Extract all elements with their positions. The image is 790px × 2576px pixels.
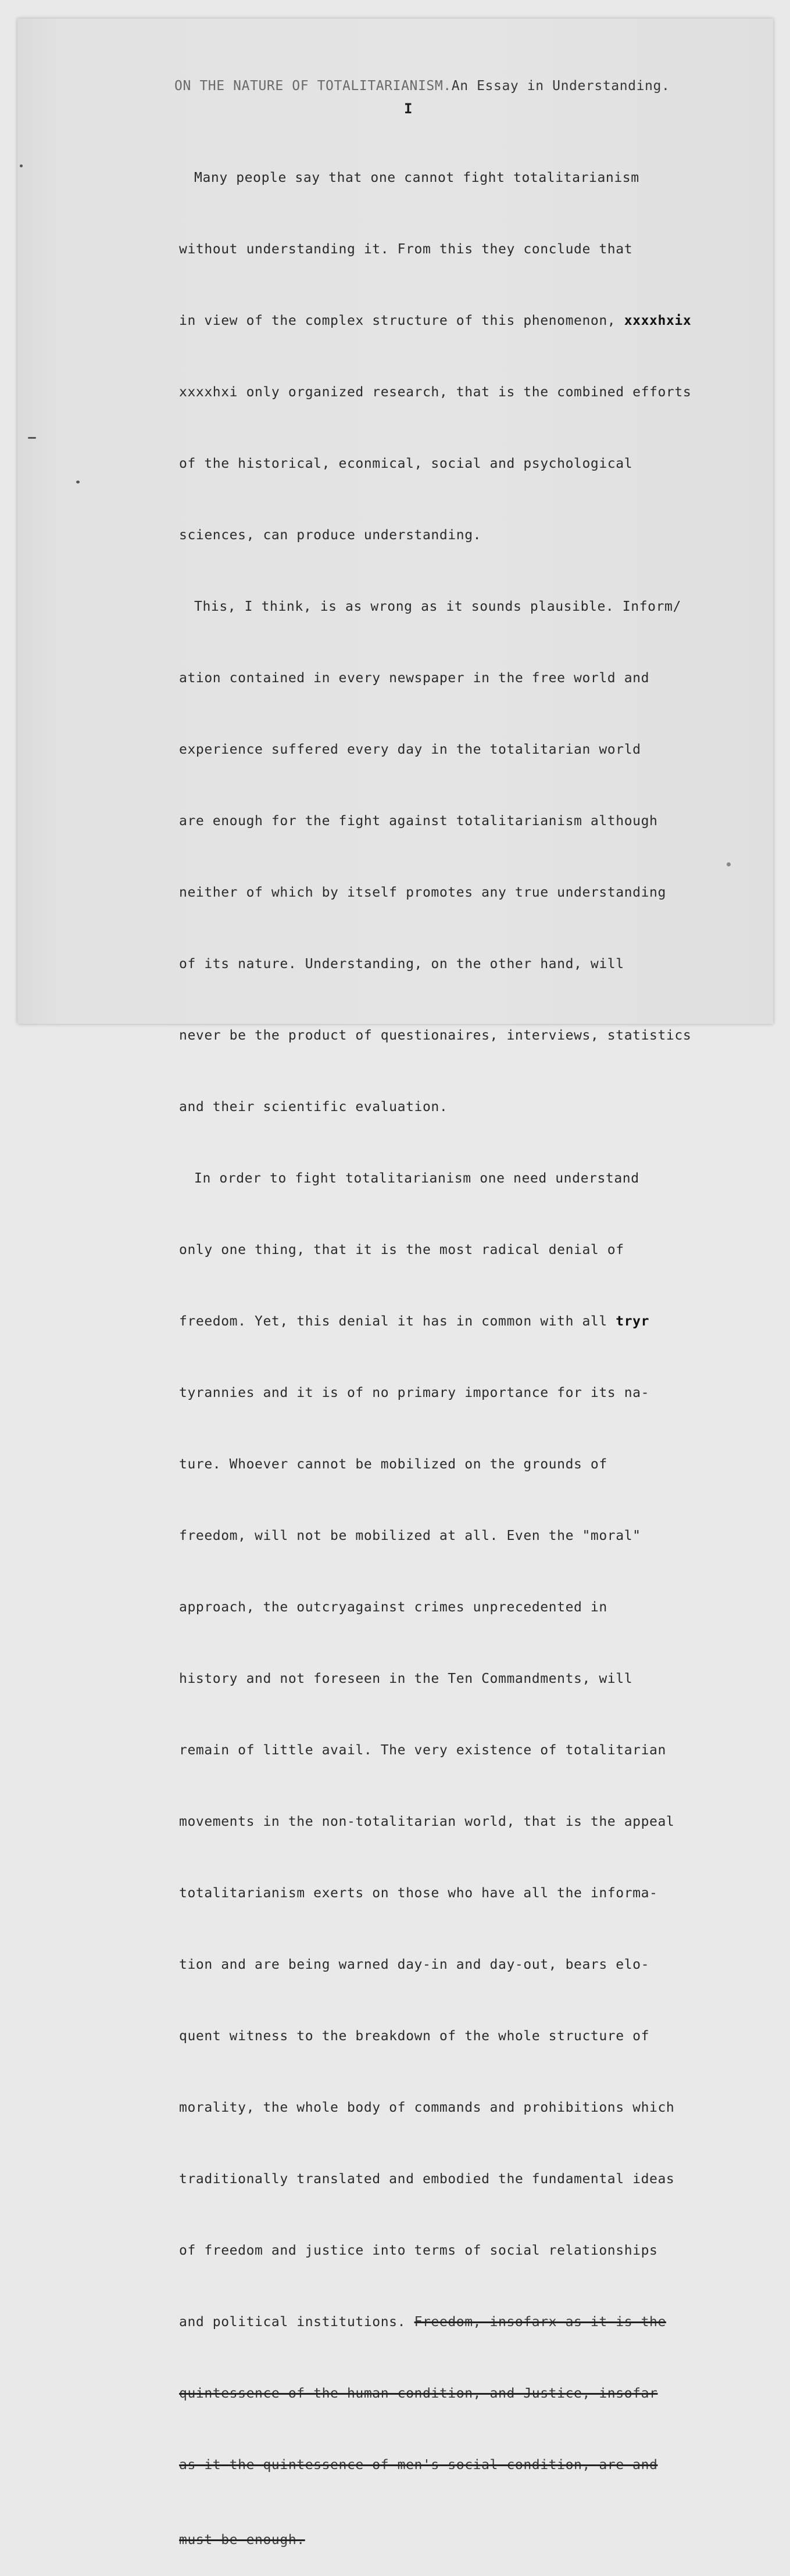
text-line: in view of the complex structure of this phenomenon, xxxxhxix [179,313,692,328]
text-line: Many people say that one cannot fight totalitarianism [194,170,639,185]
text-line: experience suffered every day in the totalitarian world [179,742,641,757]
text-line: sciences, can produce understanding. [179,528,482,543]
margin-mark [28,437,36,439]
text-line: morality, the whole body of commands and prohibitions which [179,2100,675,2115]
text-line: neither of which by itself promotes any true understanding [179,885,666,900]
text-line: quent witness to the breakdown of the whole structure of [179,2029,650,2044]
text-line: remain of little avail. The very existence of totalitarian [179,1743,666,1758]
section-numeral: I [404,101,413,117]
typed-xout: tryr [616,1314,650,1329]
text-line: history and not foreseen in the Ten Commandments, will [179,1671,633,1686]
text-line: freedom. Yet, this denial it has in common with all tryr [179,1314,650,1329]
text-line: movements in the non-totalitarian world, that is the appeal [179,1814,675,1829]
text-line: of its nature. Understanding, on the other hand, will [179,956,624,972]
struck-text: must be enough. [179,2532,305,2548]
struck-text: Freedom, insofarx as it is the [414,2315,666,2330]
text-line: only one thing, that it is the most radical denial of [179,1242,624,1257]
essay-title [174,74,670,98]
text-line: of freedom and justice into terms of social relationships [179,2243,658,2258]
text-line: and their scientific evaluation. [179,1099,448,1115]
text-line: xxxxhxi only organized research, that is the combined efforts [179,385,692,400]
text-line: of the historical, econmical, social and psychological [179,456,633,471]
text-line: without understanding it. From this they conclude that [179,242,633,257]
text-line: traditionally translated and embodied the fundamental ideas [179,2172,675,2187]
text-line: ture. Whoever cannot be mobilized on the grounds of [179,1457,607,1472]
margin-mark [20,164,23,167]
margin-mark [727,862,731,866]
body-text [179,119,691,2576]
struck-text: quintessence of the human condition, and Justice, insofar [179,2386,658,2401]
title-subtitle: An Essay in Understanding. [451,78,670,94]
margin-mark [76,481,80,483]
text-line: totalitarianism exerts on those who have all the informa- [179,1886,658,1901]
text-line: are enough for the fight against totalitarianism although [179,814,658,829]
text-line: freedom, will not be mobilized at all. Even the "moral" [179,1528,641,1543]
text-line: approach, the outcryagainst crimes unprecedented in [179,1600,607,1615]
text-line: tyrannies and it is of no primary importance for its na- [179,1385,650,1400]
text-line: This, I think, is as wrong as it sounds plausible. Inform/ [194,599,681,614]
text-line: never be the product of questionaires, interviews, statistics [179,1028,692,1043]
text-line: and political institutions. Freedom, insofarx as it is the [179,2315,666,2330]
text-line: tion and are being warned day-in and day-out, bears elo- [179,1957,650,1972]
text-line: In order to fight totalitarianism one need understand [194,1171,639,1186]
text-line: ation contained in every newspaper in the free world and [179,671,650,686]
typed-xout: xxxxhxix [624,313,692,328]
struck-text: as it the quintessence of men's social condition, are and [179,2457,658,2473]
title-main: ON THE NATURE OF TOTALITARIANISM. [174,78,452,94]
